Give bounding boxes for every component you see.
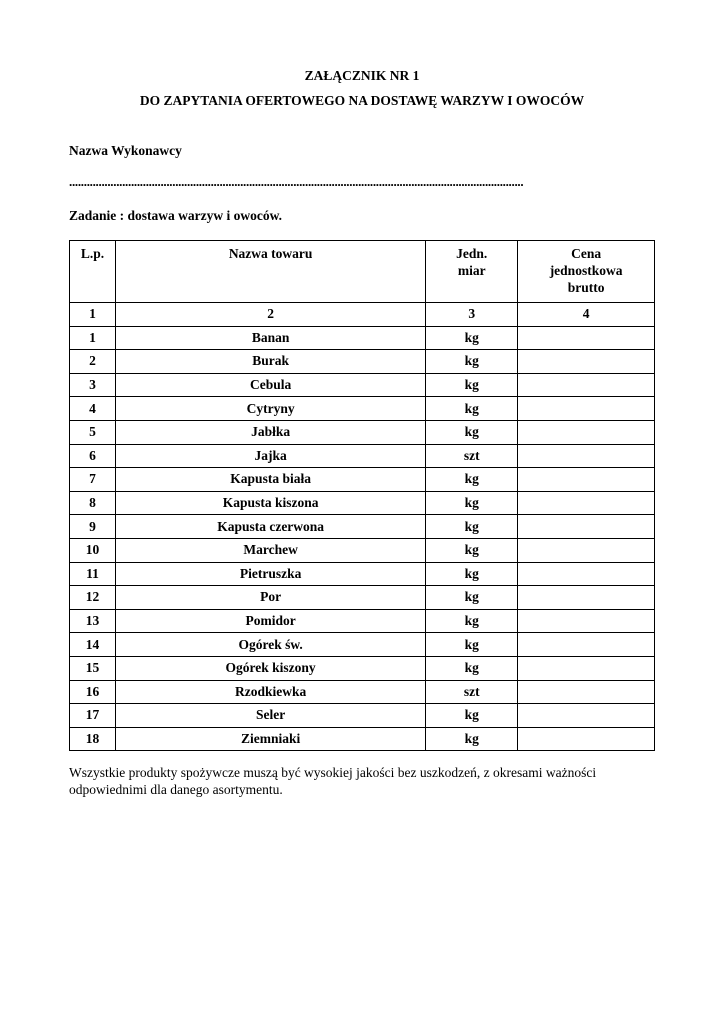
product-name: Cebula [115,373,425,397]
table-row [70,609,655,633]
unit-price-cell[interactable] [518,562,655,586]
product-name: Kapusta biała [115,468,425,492]
unit-of-measure: kg [426,704,518,728]
table-row [70,727,655,751]
unit-price-cell[interactable] [518,633,655,657]
unit-price-cell[interactable] [518,420,655,444]
unit-price-cell[interactable] [518,609,655,633]
unit-of-measure: kg [426,538,518,562]
document-title: ZAŁĄCZNIK NR 1 [304,68,420,83]
table-row [70,468,655,492]
header-price: Cena jednostkowa brutto [518,241,655,303]
unit-price-cell[interactable] [518,373,655,397]
product-name: Ziemniaki [115,727,425,751]
table-row [70,656,655,680]
header-unit: Jedn. miar [426,241,518,303]
table-row [70,444,655,468]
row-number: 9 [70,515,116,539]
task-label: Zadanie : dostawa warzyw i owoców. [69,208,282,223]
contractor-name-line: .......................................................................................................................................................... [69,174,524,189]
row-number: 14 [70,633,116,657]
unit-of-measure: kg [426,468,518,492]
product-name: Kapusta kiszona [115,491,425,515]
row-number: 2 [70,350,116,374]
table-row [70,538,655,562]
product-name: Jajka [115,444,425,468]
column-number: 4 [518,303,655,327]
unit-price-cell[interactable] [518,350,655,374]
product-name: Por [115,586,425,610]
table-row [70,350,655,374]
table-row [70,680,655,704]
unit-of-measure: kg [426,515,518,539]
product-name: Ogórek kiszony [115,656,425,680]
price-table [69,240,655,751]
unit-of-measure: kg [426,491,518,515]
row-number: 16 [70,680,116,704]
row-number: 13 [70,609,116,633]
unit-of-measure: kg [426,420,518,444]
product-name: Marchew [115,538,425,562]
footer-note: Wszystkie produkty spożywcze muszą być wysokiej jakości bez uszkodzeń, z okresami ważności odpowiednimi dla danego asortymentu. [69,765,597,797]
table-row [70,491,655,515]
column-number: 2 [115,303,425,327]
unit-price-cell[interactable] [518,586,655,610]
unit-of-measure: kg [426,727,518,751]
unit-price-cell[interactable] [518,444,655,468]
row-number: 12 [70,586,116,610]
unit-of-measure: kg [426,326,518,350]
row-number: 10 [70,538,116,562]
row-number: 3 [70,373,116,397]
product-name: Jabłka [115,420,425,444]
unit-of-measure: kg [426,397,518,421]
unit-of-measure: kg [426,562,518,586]
unit-price-cell[interactable] [518,727,655,751]
product-name: Banan [115,326,425,350]
table-row [70,373,655,397]
product-name: Rzodkiewka [115,680,425,704]
unit-of-measure: kg [426,633,518,657]
product-name: Seler [115,704,425,728]
table-row [70,326,655,350]
table-header-row [70,241,655,303]
header-name: Nazwa towaru [115,241,425,303]
product-name: Burak [115,350,425,374]
table-row [70,515,655,539]
header-lp: L.p. [70,241,116,303]
unit-price-cell[interactable] [518,468,655,492]
contractor-label: Nazwa Wykonawcy [69,143,182,158]
unit-of-measure: kg [426,656,518,680]
unit-price-cell[interactable] [518,491,655,515]
unit-of-measure: kg [426,609,518,633]
document-subtitle: DO ZAPYTANIA OFERTOWEGO NA DOSTAWĘ WARZYW I OWOCÓW [139,93,585,108]
unit-of-measure: szt [426,444,518,468]
unit-price-cell[interactable] [518,326,655,350]
table-row [70,397,655,421]
unit-price-cell[interactable] [518,515,655,539]
unit-price-cell[interactable] [518,538,655,562]
product-name: Ogórek św. [115,633,425,657]
table-row [70,633,655,657]
unit-price-cell[interactable] [518,704,655,728]
unit-price-cell[interactable] [518,656,655,680]
table-row [70,704,655,728]
product-name: Cytryny [115,397,425,421]
unit-of-measure: szt [426,680,518,704]
row-number: 1 [70,326,116,350]
row-number: 4 [70,397,116,421]
row-number: 6 [70,444,116,468]
unit-of-measure: kg [426,373,518,397]
row-number: 15 [70,656,116,680]
product-name: Pietruszka [115,562,425,586]
row-number: 5 [70,420,116,444]
table-row [70,420,655,444]
unit-price-cell[interactable] [518,680,655,704]
row-number: 8 [70,491,116,515]
product-name: Kapusta czerwona [115,515,425,539]
column-number: 3 [426,303,518,327]
row-number: 11 [70,562,116,586]
product-name: Pomidor [115,609,425,633]
row-number: 7 [70,468,116,492]
unit-of-measure: kg [426,350,518,374]
table-row [70,562,655,586]
row-number: 17 [70,704,116,728]
table-row [70,586,655,610]
row-number: 18 [70,727,116,751]
column-number-row [70,303,655,327]
unit-of-measure: kg [426,586,518,610]
unit-price-cell[interactable] [518,397,655,421]
column-number: 1 [70,303,116,327]
